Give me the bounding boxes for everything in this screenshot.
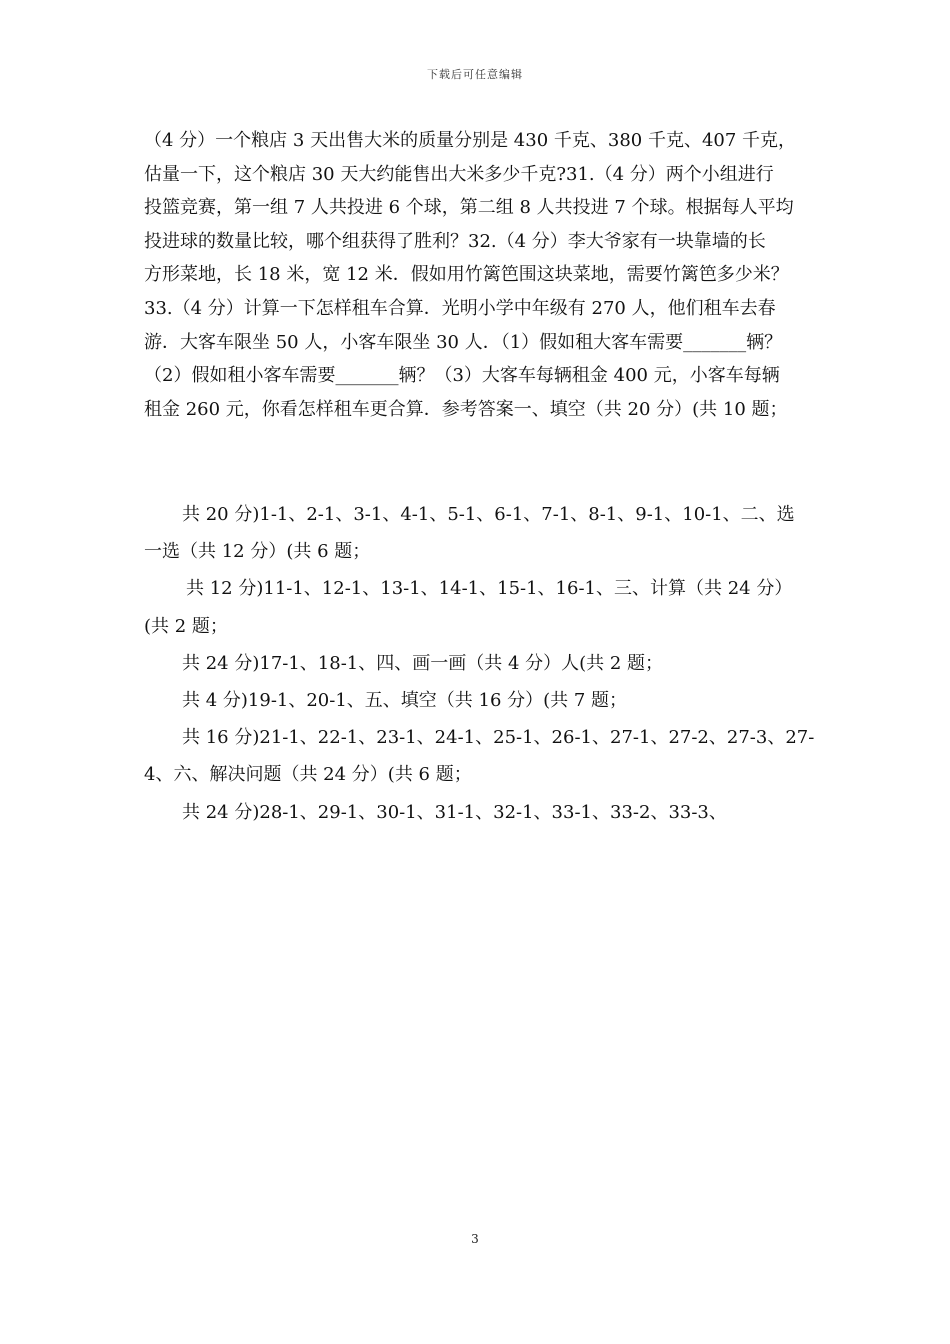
answer-key-paragraph (144, 496, 816, 831)
answer-line: 一选（共 12 分）(共 6 题； (144, 541, 371, 563)
answer-line: 共 24 分)28-1、29-1、30-1、31-1、32-1、33-1、33-2、33-3、 (182, 801, 727, 823)
text-line: （2）假如租小客车需要_______辆？（3）大客车每辆租金 400 元，小客车每辆 (144, 365, 780, 387)
text-line: 租金 260 元，你看怎样租车更合算．参考答案一、填空（共 20 分）(共 10 题； (144, 398, 788, 420)
text-line: 33.（4 分）计算一下怎样租车合算．光明小学中年级有 270 人，他们租车去春 (144, 297, 776, 319)
text-line: 估量一下，这个粮店 30 天大约能售出大米多少千克?31.（4 分）两个小组进行 (144, 163, 774, 185)
answer-line: 共 12 分)11-1、12-1、13-1、14-1、15-1、16-1、三、计算（共 24 分） (186, 578, 793, 600)
text-line: 投篮竞赛，第一组 7 人共投进 6 个球，第二组 8 人共投进 7 个球。根据每人平均 (144, 197, 794, 219)
page-number: 3 (471, 1232, 479, 1246)
answer-line: (共 2 题； (144, 615, 228, 637)
question-paragraph (144, 124, 816, 426)
answer-line: 共 20 分)1-1、2-1、3-1、4-1、5-1、6-1、7-1、8-1、9-1、10-1、二、选 (182, 504, 795, 525)
text-line: 方形菜地，长 18 米，宽 12 米．假如用竹篱笆围这块菜地，需要竹篱笆多少米？ (144, 264, 789, 286)
answer-line: 共 4 分)19-1、20-1、五、填空（共 16 分）(共 7 题； (182, 689, 628, 711)
answer-line: 共 24 分)17-1、18-1、四、画一画（共 4 分）人(共 2 题； (182, 652, 664, 674)
answer-line: 共 16 分)21-1、22-1、23-1、24-1、25-1、26-1、27-1、27-2、27-3、27- (182, 727, 815, 749)
text-line: （4 分）一个粮店 3 天出售大米的质量分别是 430 千克、380 千克、407 千克， (144, 130, 797, 151)
text-line: 游．大客车限坐 50 人，小客车限坐 30 人．（1）假如租大客车需要_______辆？ (144, 331, 783, 353)
page-header: 下载后可任意编辑 (427, 68, 523, 81)
answer-line: 4、六、解决问题（共 24 分）(共 6 题； (144, 764, 472, 786)
text-line: 投进球的数量比较，哪个组获得了胜利？32.（4 分）李大爷家有一块靠墙的长 (144, 230, 766, 252)
